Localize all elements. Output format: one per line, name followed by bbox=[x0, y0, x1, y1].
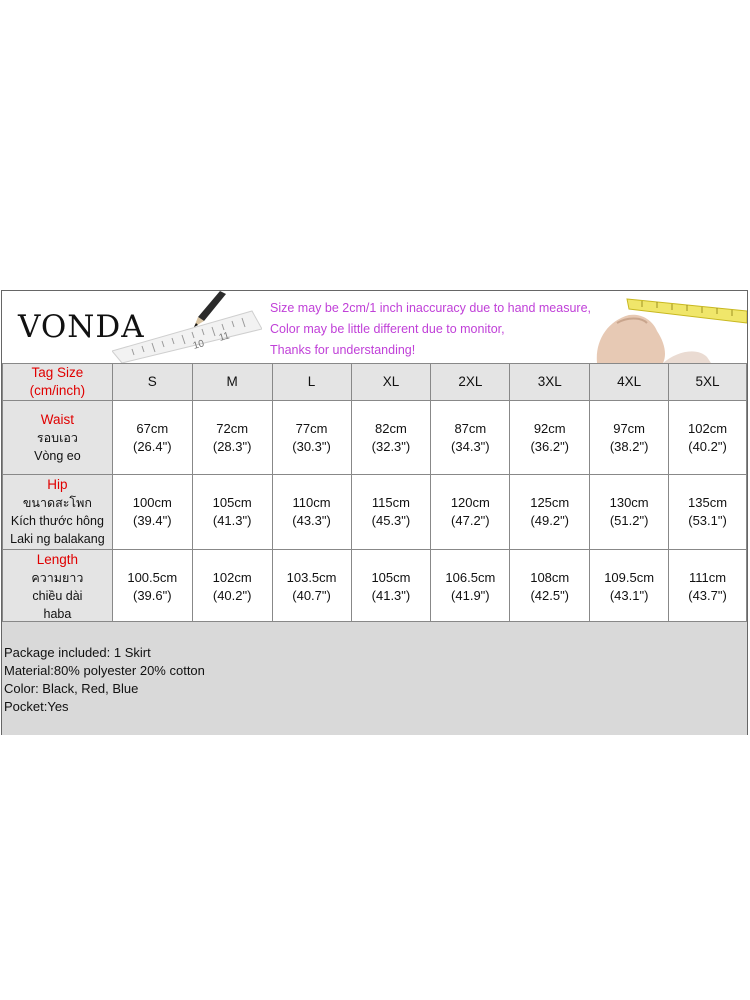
hip-inch: (47.2") bbox=[451, 513, 490, 528]
length-cell-s bbox=[112, 550, 192, 624]
hip-label-filipino: Laki ng balakang bbox=[10, 532, 105, 546]
length-cell-m bbox=[192, 550, 272, 624]
hip-cm: 115cm bbox=[371, 495, 410, 510]
waist-cm: 92cm bbox=[533, 420, 566, 436]
brand-banner bbox=[2, 291, 747, 364]
hip-cm: 120cm bbox=[450, 495, 490, 510]
hip-label-cell bbox=[3, 475, 113, 550]
length-cm: 100.5cm bbox=[127, 569, 178, 585]
size-header-3xl: 3XL bbox=[510, 364, 590, 401]
length-cm: 105cm bbox=[371, 569, 411, 585]
hip-inch: (43.3") bbox=[292, 513, 331, 528]
pocket-info: Pocket:Yes bbox=[4, 699, 69, 714]
hip-cm: 135cm bbox=[688, 495, 728, 510]
hip-cm: 130cm bbox=[609, 495, 649, 510]
waist-cm: 87cm bbox=[454, 420, 487, 436]
size-header-l: L bbox=[272, 364, 351, 401]
waist-label-cell bbox=[3, 401, 113, 475]
hip-cell-2xl bbox=[431, 475, 510, 550]
waist-cm: 72cm bbox=[216, 420, 249, 436]
length-cell-5xl bbox=[669, 550, 747, 624]
length-cell-xl bbox=[351, 550, 431, 624]
material-info: Material:80% polyester 20% cotton bbox=[4, 663, 205, 678]
waist-inch: (30.3") bbox=[292, 438, 331, 454]
waist-cm: 67cm bbox=[136, 420, 169, 436]
hip-inch: (45.3") bbox=[371, 513, 411, 528]
waist-label: Waist bbox=[40, 411, 75, 427]
hip-cm: 100cm bbox=[132, 495, 172, 510]
waist-cm: 82cm bbox=[375, 420, 407, 436]
ruler-pencil-illustration bbox=[112, 291, 262, 363]
length-cm: 103.5cm bbox=[286, 569, 337, 585]
waist-cell-l bbox=[272, 401, 351, 475]
hip-cell-4xl bbox=[590, 475, 669, 550]
length-inch: (42.5") bbox=[530, 587, 570, 603]
waist-cell-2xl bbox=[431, 401, 510, 475]
length-cm: 109.5cm bbox=[604, 569, 655, 585]
waist-row bbox=[3, 401, 747, 475]
notice-measurement: Size may be 2cm/1 inch inaccuracy due to hand measure, bbox=[270, 301, 592, 315]
waist-label-vietnamese: Vòng eo bbox=[34, 448, 81, 463]
waist-inch: (38.2") bbox=[609, 438, 649, 454]
length-cell-3xl bbox=[510, 550, 590, 624]
waist-inch: (32.3") bbox=[371, 438, 411, 454]
brand-logo: VONDA bbox=[18, 309, 145, 345]
length-cm: 108cm bbox=[530, 569, 570, 585]
length-label-filipino: haba bbox=[43, 606, 72, 621]
length-row bbox=[3, 550, 747, 624]
length-cm: 106.5cm bbox=[445, 569, 496, 585]
hip-inch: (41.3") bbox=[212, 513, 252, 528]
product-info-panel bbox=[2, 621, 747, 735]
color-info: Color: Black, Red, Blue bbox=[4, 681, 139, 696]
waist-cell-xl bbox=[351, 401, 431, 475]
waist-cm: 97cm bbox=[613, 420, 646, 436]
length-inch: (40.2") bbox=[212, 587, 252, 603]
hip-cell-l bbox=[272, 475, 351, 550]
length-label-vietnamese: chiều dài bbox=[32, 588, 83, 603]
hip-cm: 110cm bbox=[292, 495, 331, 510]
length-inch: (41.3") bbox=[371, 587, 411, 603]
hip-cm: 105cm bbox=[212, 495, 252, 510]
length-inch: (43.7") bbox=[688, 587, 727, 603]
length-inch: (40.7") bbox=[292, 587, 331, 603]
length-label: Length bbox=[36, 551, 79, 567]
hip-cell-3xl bbox=[510, 475, 590, 550]
notice-color: Color may be little different due to monitor, bbox=[270, 322, 505, 336]
size-header-m: M bbox=[192, 364, 272, 401]
size-header-row bbox=[3, 364, 747, 401]
length-label-thai: ความยาว bbox=[31, 570, 84, 585]
ruler-number: 10 bbox=[191, 338, 206, 352]
hip-inch: (53.1") bbox=[688, 513, 727, 528]
length-label-cell bbox=[3, 550, 113, 624]
size-header-2xl: 2XL bbox=[431, 364, 510, 401]
hip-label-vietnamese: Kích thước hông bbox=[10, 514, 104, 528]
notice-thanks: Thanks for understanding! bbox=[270, 343, 416, 357]
waist-cell-s bbox=[112, 401, 192, 475]
hip-cell-5xl bbox=[669, 475, 747, 550]
length-cm: 102cm bbox=[212, 569, 252, 585]
waist-cm: 102cm bbox=[688, 420, 728, 436]
hip-cm: 125cm bbox=[530, 495, 570, 510]
tag-size-header-cell bbox=[3, 364, 113, 401]
size-header-4xl: 4XL bbox=[590, 364, 669, 401]
package-info: Package included: 1 Skirt bbox=[4, 645, 151, 660]
waist-inch: (36.2") bbox=[530, 438, 570, 454]
length-cell-2xl bbox=[431, 550, 510, 624]
length-cell-l bbox=[272, 550, 351, 624]
hip-label: Hip bbox=[47, 477, 68, 492]
hip-cell-s bbox=[112, 475, 192, 550]
hip-inch: (51.2") bbox=[609, 513, 649, 528]
waist-cell-5xl bbox=[669, 401, 747, 475]
measuring-tape-illustration bbox=[587, 291, 747, 363]
waist-cell-3xl bbox=[510, 401, 590, 475]
length-inch: (39.6") bbox=[132, 587, 172, 603]
waist-inch: (40.2") bbox=[688, 438, 727, 454]
hip-inch: (49.2") bbox=[530, 513, 570, 528]
size-chart bbox=[1, 290, 748, 735]
hip-cell-m bbox=[192, 475, 272, 550]
length-inch: (43.1") bbox=[609, 587, 649, 603]
waist-inch: (28.3") bbox=[212, 438, 252, 454]
waist-cm: 77cm bbox=[295, 420, 328, 436]
waist-inch: (26.4") bbox=[132, 438, 172, 454]
length-inch: (41.9") bbox=[451, 587, 490, 603]
unit-label: (cm/inch) bbox=[29, 383, 86, 398]
length-cm: 111cm bbox=[688, 569, 727, 585]
ruler-number: 11 bbox=[217, 330, 231, 344]
size-header-s: S bbox=[112, 364, 192, 401]
hip-cell-xl bbox=[351, 475, 431, 550]
waist-inch: (34.3") bbox=[451, 438, 490, 454]
hip-inch: (39.4") bbox=[132, 513, 172, 528]
waist-cell-4xl bbox=[590, 401, 669, 475]
size-table bbox=[2, 363, 747, 624]
length-cell-4xl bbox=[590, 550, 669, 624]
waist-label-thai: รอบเอว bbox=[36, 430, 78, 445]
hip-row bbox=[3, 475, 747, 550]
waist-cell-m bbox=[192, 401, 272, 475]
tag-size-label: Tag Size bbox=[31, 365, 84, 380]
size-header-5xl: 5XL bbox=[669, 364, 747, 401]
hip-label-thai: ขนาดสะโพก bbox=[22, 496, 92, 510]
size-header-xl: XL bbox=[351, 364, 431, 401]
